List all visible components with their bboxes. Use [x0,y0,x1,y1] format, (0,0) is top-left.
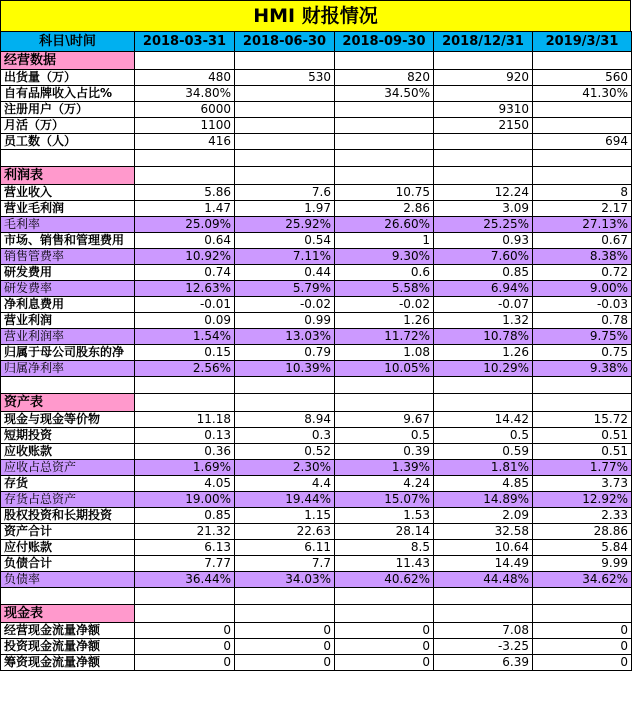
empty-cell[interactable] [135,150,235,167]
value-cell[interactable]: 10.92% [135,249,235,265]
empty-cell[interactable] [434,605,533,623]
value-cell[interactable]: 7.7 [235,556,335,572]
value-cell[interactable]: 0.51 [533,428,632,444]
value-cell[interactable]: 22.63 [235,524,335,540]
empty-cell[interactable] [533,377,632,394]
value-cell[interactable]: 11.18 [135,412,235,428]
value-cell[interactable]: 8.5 [335,540,434,556]
value-cell[interactable]: 28.14 [335,524,434,540]
empty-cell[interactable] [135,605,235,623]
row-label-cell[interactable]: 销售管费率 [1,249,135,265]
value-cell[interactable]: 2.56% [135,361,235,377]
value-cell[interactable]: -3.25 [434,639,533,655]
row-label-cell[interactable]: 现金与现金等价物 [1,412,135,428]
value-cell[interactable]: 26.60% [335,217,434,233]
row-label-cell[interactable]: 负债合计 [1,556,135,572]
empty-cell[interactable] [533,167,632,185]
empty-cell[interactable] [335,605,434,623]
empty-cell[interactable] [335,167,434,185]
table-row [1,572,632,588]
table-row [1,313,632,329]
value-cell[interactable]: 560 [533,70,632,86]
value-cell[interactable]: 1.26 [335,313,434,329]
value-cell[interactable]: 12.24 [434,185,533,201]
value-cell[interactable]: 9.30% [335,249,434,265]
table-row [1,476,632,492]
value-cell[interactable]: 11.72% [335,329,434,345]
row-label-cell[interactable]: 员工数（人） [1,134,135,150]
empty-cell[interactable] [434,394,533,412]
value-cell[interactable]: 0.3 [235,428,335,444]
table-row [1,639,632,655]
value-cell[interactable]: 11.43 [335,556,434,572]
value-cell[interactable]: 32.58 [434,524,533,540]
empty-cell[interactable] [135,588,235,605]
sheet-title[interactable]: HMI 财报情况 [0,0,631,32]
value-cell[interactable]: 12.63% [135,281,235,297]
table-row [1,249,632,265]
section-header-row [1,167,632,185]
empty-cell[interactable] [434,150,533,167]
value-cell[interactable]: 21.32 [135,524,235,540]
value-cell[interactable]: 0.75 [533,345,632,361]
value-cell[interactable]: 9.00% [533,281,632,297]
value-cell[interactable]: 44.48% [434,572,533,588]
value-cell[interactable]: 12.92% [533,492,632,508]
section-header-row [1,394,632,412]
empty-cell[interactable] [434,588,533,605]
value-cell[interactable]: 0.99 [235,313,335,329]
table-row [1,134,632,150]
table-row [1,508,632,524]
value-cell[interactable]: 7.77 [135,556,235,572]
value-cell[interactable]: 0.36 [135,444,235,460]
value-cell[interactable]: 1.81% [434,460,533,476]
empty-cell[interactable] [1,588,135,605]
empty-cell[interactable] [533,605,632,623]
value-cell[interactable]: 10.64 [434,540,533,556]
row-label-cell[interactable]: 资产合计 [1,524,135,540]
value-cell[interactable]: 4.05 [135,476,235,492]
section-title-cell[interactable]: 利润表 [1,167,135,185]
value-cell[interactable]: 0.5 [335,428,434,444]
empty-cell[interactable] [235,394,335,412]
value-cell[interactable]: 0.52 [235,444,335,460]
row-label-cell[interactable]: 注册用户（万） [1,102,135,118]
value-cell[interactable] [533,118,632,134]
value-cell[interactable]: 6.94% [434,281,533,297]
value-cell[interactable] [335,102,434,118]
value-cell[interactable]: 15.72 [533,412,632,428]
value-cell[interactable]: -0.02 [335,297,434,313]
row-label-cell[interactable]: 出货量（万） [1,70,135,86]
value-cell[interactable]: 0 [335,639,434,655]
value-cell[interactable]: 0.78 [533,313,632,329]
value-cell[interactable]: 4.4 [235,476,335,492]
value-cell[interactable]: 1.77% [533,460,632,476]
header-period-cell[interactable]: 2018/12/31 [434,32,533,52]
value-cell[interactable]: 34.50% [335,86,434,102]
value-cell[interactable]: 9310 [434,102,533,118]
header-label-cell[interactable]: 科目\时间 [1,32,135,52]
value-cell[interactable]: 10.75 [335,185,434,201]
empty-cell[interactable] [533,394,632,412]
value-cell[interactable]: 8.94 [235,412,335,428]
value-cell[interactable]: 1.69% [135,460,235,476]
empty-cell[interactable] [335,52,434,70]
value-cell[interactable]: 0 [335,623,434,639]
table-row [1,281,632,297]
empty-cell[interactable] [135,394,235,412]
spacer-row [1,588,632,605]
value-cell[interactable]: 0.59 [434,444,533,460]
section-header-row [1,605,632,623]
value-cell[interactable]: 9.38% [533,361,632,377]
value-cell[interactable]: 0 [235,655,335,671]
value-cell[interactable]: 530 [235,70,335,86]
value-cell[interactable]: 4.85 [434,476,533,492]
value-cell[interactable]: 27.13% [533,217,632,233]
row-label-cell[interactable]: 自有品牌收入占比% [1,86,135,102]
value-cell[interactable]: 0.15 [135,345,235,361]
value-cell[interactable]: 6.11 [235,540,335,556]
value-cell[interactable]: 1 [335,233,434,249]
value-cell[interactable]: 34.03% [235,572,335,588]
table-row [1,265,632,281]
value-cell[interactable]: 0.93 [434,233,533,249]
value-cell[interactable]: 2.86 [335,201,434,217]
value-cell[interactable]: 10.78% [434,329,533,345]
table-row [1,329,632,345]
value-cell[interactable]: 5.79% [235,281,335,297]
value-cell[interactable]: -0.01 [135,297,235,313]
row-label-cell[interactable]: 净利息费用 [1,297,135,313]
row-label-cell[interactable]: 研发费率 [1,281,135,297]
table-row [1,412,632,428]
row-label-cell[interactable]: 应收账款 [1,444,135,460]
value-cell[interactable]: 0.39 [335,444,434,460]
value-cell[interactable]: 1.47 [135,201,235,217]
value-cell[interactable]: 14.49 [434,556,533,572]
value-cell[interactable] [335,118,434,134]
empty-cell[interactable] [235,588,335,605]
value-cell[interactable]: 820 [335,70,434,86]
value-cell[interactable]: 5.84 [533,540,632,556]
value-cell[interactable]: 8.38% [533,249,632,265]
row-label-cell[interactable]: 存货占总资产 [1,492,135,508]
value-cell[interactable]: -0.03 [533,297,632,313]
spacer-row [1,150,632,167]
table-row [1,185,632,201]
value-cell[interactable]: 2.17 [533,201,632,217]
value-cell[interactable]: 7.08 [434,623,533,639]
empty-cell[interactable] [135,167,235,185]
value-cell[interactable]: 10.39% [235,361,335,377]
row-label-cell[interactable]: 营业毛利润 [1,201,135,217]
value-cell[interactable]: 1.26 [434,345,533,361]
table-row [1,217,632,233]
table-row [1,118,632,134]
header-period-cell[interactable]: 2018-09-30 [335,32,434,52]
value-cell[interactable]: 0.72 [533,265,632,281]
value-cell[interactable]: 34.80% [135,86,235,102]
table-row [1,361,632,377]
row-label-cell[interactable]: 经营现金流量净额 [1,623,135,639]
table-row [1,70,632,86]
value-cell[interactable]: 0.79 [235,345,335,361]
empty-cell[interactable] [1,377,135,394]
value-cell[interactable]: 694 [533,134,632,150]
value-cell[interactable]: 9.75% [533,329,632,345]
row-label-cell[interactable]: 营业利润率 [1,329,135,345]
table-row [1,444,632,460]
value-cell[interactable]: 7.6 [235,185,335,201]
value-cell[interactable]: 0.51 [533,444,632,460]
value-cell[interactable] [235,102,335,118]
section-title-cell[interactable]: 资产表 [1,394,135,412]
row-label-cell[interactable]: 研发费用 [1,265,135,281]
table-row [1,102,632,118]
value-cell[interactable]: 6.13 [135,540,235,556]
value-cell[interactable]: 19.44% [235,492,335,508]
value-cell[interactable]: 1.32 [434,313,533,329]
value-cell[interactable]: 1100 [135,118,235,134]
value-cell[interactable]: 0 [533,623,632,639]
value-cell[interactable]: 0.67 [533,233,632,249]
empty-cell[interactable] [434,167,533,185]
section-title-cell[interactable]: 现金表 [1,605,135,623]
value-cell[interactable]: 0 [533,655,632,671]
empty-cell[interactable] [1,150,135,167]
value-cell[interactable]: 0 [135,639,235,655]
table-row [1,201,632,217]
table-row [1,297,632,313]
value-cell[interactable]: 9.67 [335,412,434,428]
value-cell[interactable] [335,134,434,150]
table-row [1,460,632,476]
row-label-cell[interactable]: 股权投资和长期投资 [1,508,135,524]
value-cell[interactable]: 41.30% [533,86,632,102]
empty-cell[interactable] [335,394,434,412]
value-cell[interactable]: 0 [135,655,235,671]
value-cell[interactable]: 0.5 [434,428,533,444]
value-cell[interactable]: 13.03% [235,329,335,345]
financial-table [0,31,632,671]
row-label-cell[interactable]: 营业利润 [1,313,135,329]
value-cell[interactable]: 1.39% [335,460,434,476]
value-cell[interactable]: 25.09% [135,217,235,233]
row-label-cell[interactable]: 应收占总资产 [1,460,135,476]
value-cell[interactable] [235,118,335,134]
value-cell[interactable]: 0.6 [335,265,434,281]
value-cell[interactable]: 2.09 [434,508,533,524]
row-label-cell[interactable]: 投资现金流量净额 [1,639,135,655]
empty-cell[interactable] [533,588,632,605]
value-cell[interactable]: 5.58% [335,281,434,297]
value-cell[interactable]: 4.24 [335,476,434,492]
value-cell[interactable]: 1.15 [235,508,335,524]
row-label-cell[interactable]: 短期投资 [1,428,135,444]
value-cell[interactable] [434,86,533,102]
value-cell[interactable] [235,86,335,102]
value-cell[interactable]: 14.89% [434,492,533,508]
value-cell[interactable] [434,134,533,150]
table-row [1,623,632,639]
value-cell[interactable]: 25.92% [235,217,335,233]
table-row [1,540,632,556]
value-cell[interactable]: 0 [235,639,335,655]
row-label-cell[interactable]: 毛利率 [1,217,135,233]
table-row [1,428,632,444]
value-cell[interactable]: 0.85 [135,508,235,524]
empty-cell[interactable] [235,52,335,70]
value-cell[interactable]: 0.74 [135,265,235,281]
value-cell[interactable]: 1.54% [135,329,235,345]
value-cell[interactable]: 14.42 [434,412,533,428]
section-header-row [1,52,632,70]
row-label-cell[interactable]: 应付账款 [1,540,135,556]
header-period-cell[interactable]: 2018-06-30 [235,32,335,52]
empty-cell[interactable] [434,377,533,394]
header-period-cell[interactable]: 2019/3/31 [533,32,632,52]
value-cell[interactable]: 2.30% [235,460,335,476]
row-label-cell[interactable]: 营业收入 [1,185,135,201]
empty-cell[interactable] [135,377,235,394]
value-cell[interactable]: 0.44 [235,265,335,281]
empty-cell[interactable] [335,588,434,605]
value-cell[interactable]: 0 [135,623,235,639]
value-cell[interactable]: 40.62% [335,572,434,588]
empty-cell[interactable] [533,52,632,70]
section-title-cell[interactable]: 经营数据 [1,52,135,70]
row-label-cell[interactable]: 归属净利率 [1,361,135,377]
empty-cell[interactable] [235,150,335,167]
value-cell[interactable] [235,134,335,150]
value-cell[interactable]: 0.54 [235,233,335,249]
value-cell[interactable]: 15.07% [335,492,434,508]
empty-cell[interactable] [335,150,434,167]
empty-cell[interactable] [434,52,533,70]
empty-cell[interactable] [235,167,335,185]
table-row [1,524,632,540]
table-row [1,655,632,671]
value-cell[interactable]: 10.05% [335,361,434,377]
table-row [1,492,632,508]
empty-cell[interactable] [135,52,235,70]
value-cell[interactable]: -0.07 [434,297,533,313]
value-cell[interactable]: 2150 [434,118,533,134]
row-label-cell[interactable]: 负债率 [1,572,135,588]
value-cell[interactable]: 5.86 [135,185,235,201]
value-cell[interactable]: 19.00% [135,492,235,508]
row-label-cell[interactable]: 筹资现金流量净额 [1,655,135,671]
value-cell[interactable]: 0 [533,639,632,655]
value-cell[interactable]: 25.25% [434,217,533,233]
table-row [1,345,632,361]
row-label-cell[interactable]: 月活（万） [1,118,135,134]
value-cell[interactable]: 1.53 [335,508,434,524]
table-row [1,233,632,249]
value-cell[interactable]: 36.44% [135,572,235,588]
header-period-cell[interactable]: 2018-03-31 [135,32,235,52]
value-cell[interactable]: 7.60% [434,249,533,265]
value-cell[interactable]: 6000 [135,102,235,118]
value-cell[interactable]: 3.73 [533,476,632,492]
value-cell[interactable]: 0 [335,655,434,671]
value-cell[interactable]: 8 [533,185,632,201]
value-cell[interactable]: 6.39 [434,655,533,671]
value-cell[interactable]: 28.86 [533,524,632,540]
table-row [1,86,632,102]
value-cell[interactable]: 480 [135,70,235,86]
empty-cell[interactable] [335,377,434,394]
row-label-cell[interactable]: 市场、销售和管理费用 [1,233,135,249]
value-cell[interactable]: 9.99 [533,556,632,572]
value-cell[interactable]: 1.97 [235,201,335,217]
header-row [1,32,632,52]
value-cell[interactable]: 10.29% [434,361,533,377]
value-cell[interactable]: 7.11% [235,249,335,265]
value-cell[interactable]: 34.62% [533,572,632,588]
value-cell[interactable]: 0 [235,623,335,639]
table-row [1,556,632,572]
value-cell[interactable]: 0.09 [135,313,235,329]
row-label-cell[interactable]: 存货 [1,476,135,492]
value-cell[interactable]: 2.33 [533,508,632,524]
value-cell[interactable]: 0.13 [135,428,235,444]
value-cell[interactable]: 3.09 [434,201,533,217]
value-cell[interactable]: -0.02 [235,297,335,313]
value-cell[interactable]: 1.08 [335,345,434,361]
empty-cell[interactable] [235,377,335,394]
spacer-row [1,377,632,394]
value-cell[interactable]: 920 [434,70,533,86]
value-cell[interactable] [533,102,632,118]
value-cell[interactable]: 0.64 [135,233,235,249]
value-cell[interactable]: 416 [135,134,235,150]
empty-cell[interactable] [235,605,335,623]
value-cell[interactable]: 0.85 [434,265,533,281]
row-label-cell[interactable]: 归属于母公司股东的净 [1,345,135,361]
empty-cell[interactable] [533,150,632,167]
